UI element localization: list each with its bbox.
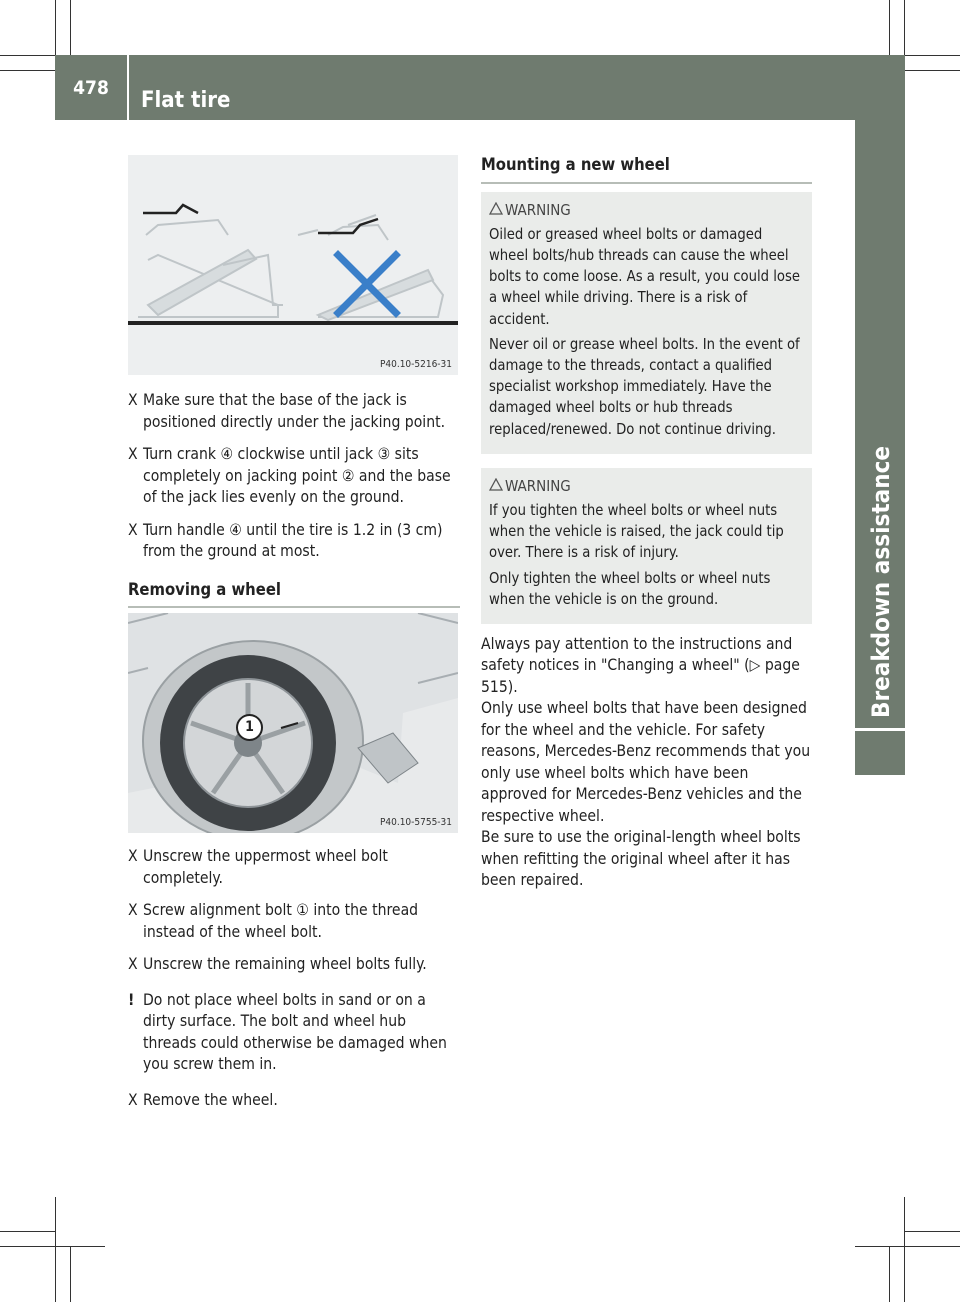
warning-triangle-icon bbox=[489, 200, 505, 221]
crop-mark bbox=[70, 1246, 71, 1302]
side-marker bbox=[855, 731, 905, 775]
exclamation-icon: ! bbox=[128, 990, 135, 1009]
jack-saddle bbox=[146, 220, 228, 235]
warning-text: Never oil or grease wheel bolts. In the event of damage to the threads, contact a qualified specialist workshop immediately. Have the damaged wheel bolts or hub threads replaced/renewed. Do not continue driving. bbox=[489, 335, 800, 438]
paragraph: Always pay attention to the instructions and safety notices in "Changing a wheel" (▷ page 515). bbox=[481, 634, 800, 696]
page-title: Flat tire bbox=[141, 88, 231, 113]
crop-mark bbox=[905, 70, 960, 71]
section-heading: Removing a wheel bbox=[128, 579, 460, 609]
jack-crank bbox=[223, 255, 283, 305]
crop-mark bbox=[70, 0, 71, 55]
warning-text: Only tighten the wheel bolts or wheel nuts when the vehicle is on the ground. bbox=[489, 569, 771, 608]
list-item: X Make sure that the base of the jack is positioned directly under the jacking point. bbox=[128, 391, 446, 431]
bullet-marker: X bbox=[128, 847, 138, 865]
warning-text: Oiled or greased wheel bolts or damaged wheel bolts/hub threads can cause the wheel bolts to come loose. As a result, you could lose a wheel while driving. There is a risk of accident. bbox=[489, 225, 801, 328]
bullet-marker: X bbox=[128, 520, 138, 539]
warning-box bbox=[481, 192, 812, 454]
list-item: X Turn crank ④ clockwise until jack ③ sits completely on jacking point ② and the base of the jack lies evenly on the ground. bbox=[128, 445, 451, 506]
warning-title: WARNING bbox=[489, 476, 804, 497]
bullet-marker: X bbox=[128, 445, 138, 463]
crop-mark bbox=[889, 1246, 890, 1302]
bullet-marker: X bbox=[128, 901, 138, 919]
left-column bbox=[128, 390, 460, 608]
warning-text: If you tighten the wheel bolts or wheel nuts when the vehicle is raised, the jack could tip over. There is a risk of injury. bbox=[489, 501, 784, 562]
section-heading: Mounting a new wheel bbox=[481, 154, 812, 184]
wheel-figure bbox=[128, 613, 458, 833]
figure-caption: P40.10-5755-31 bbox=[379, 817, 452, 828]
crop-mark bbox=[0, 70, 55, 71]
crop-mark bbox=[889, 0, 890, 55]
wheel-illustration bbox=[128, 613, 458, 833]
left-column-lower bbox=[128, 846, 460, 1122]
jack-steps bbox=[128, 390, 460, 563]
crop-mark bbox=[0, 1246, 105, 1247]
jack-body bbox=[148, 250, 256, 315]
crop-mark bbox=[904, 1197, 905, 1302]
list-item: X Unscrew the remaining wheel bolts fully. bbox=[128, 954, 460, 976]
list-item: X Screw alignment bolt ① into the thread instead of the wheel bolt. bbox=[128, 901, 419, 941]
crop-mark bbox=[855, 1246, 960, 1247]
figure-caption: P40.10-5216-31 bbox=[379, 359, 452, 370]
list-item: X Remove the wheel. bbox=[128, 1090, 460, 1112]
crop-mark bbox=[905, 1231, 960, 1232]
jack-illustration bbox=[128, 155, 458, 375]
list-item: X Turn handle ④ until the tire is 1.2 in (3 cm) from the ground at most. bbox=[128, 520, 443, 560]
warning-triangle-icon bbox=[489, 476, 505, 497]
right-column bbox=[481, 154, 812, 892]
page-number: 478 bbox=[73, 76, 109, 99]
warning-box bbox=[481, 468, 812, 624]
paragraph: Only use wheel bolts that have been designed for the wheel and the vehicle. For safety reasons, Mercedes-Benz recommends that you only use wheel bolts which have been approved for Mercedes-Benz vehicles and the respective wheel. bbox=[481, 699, 811, 825]
bullet-marker: X bbox=[128, 391, 138, 409]
side-tab-label: Breakdown assistance bbox=[867, 445, 895, 718]
bullet-marker: X bbox=[128, 1090, 138, 1109]
crop-mark bbox=[55, 1197, 56, 1302]
bullet-marker: X bbox=[128, 955, 138, 973]
list-item: X Unscrew the uppermost wheel bolt completely. bbox=[128, 847, 388, 887]
paragraph: Be sure to use the original-length wheel bolts when refitting the original wheel after it has been repaired. bbox=[481, 828, 801, 890]
header-divider bbox=[127, 55, 129, 120]
jack-figure bbox=[128, 155, 458, 375]
note-block: ! Do not place wheel bolts in sand or on a dirty surface. The bolt and wheel hub threads could otherwise be damaged when you screw them in. bbox=[128, 990, 447, 1073]
jacking-point bbox=[143, 205, 198, 213]
callout-1: 1 bbox=[236, 714, 263, 741]
warning-title: WARNING bbox=[489, 200, 804, 221]
crop-mark bbox=[0, 1231, 55, 1232]
ground-line bbox=[128, 321, 458, 325]
